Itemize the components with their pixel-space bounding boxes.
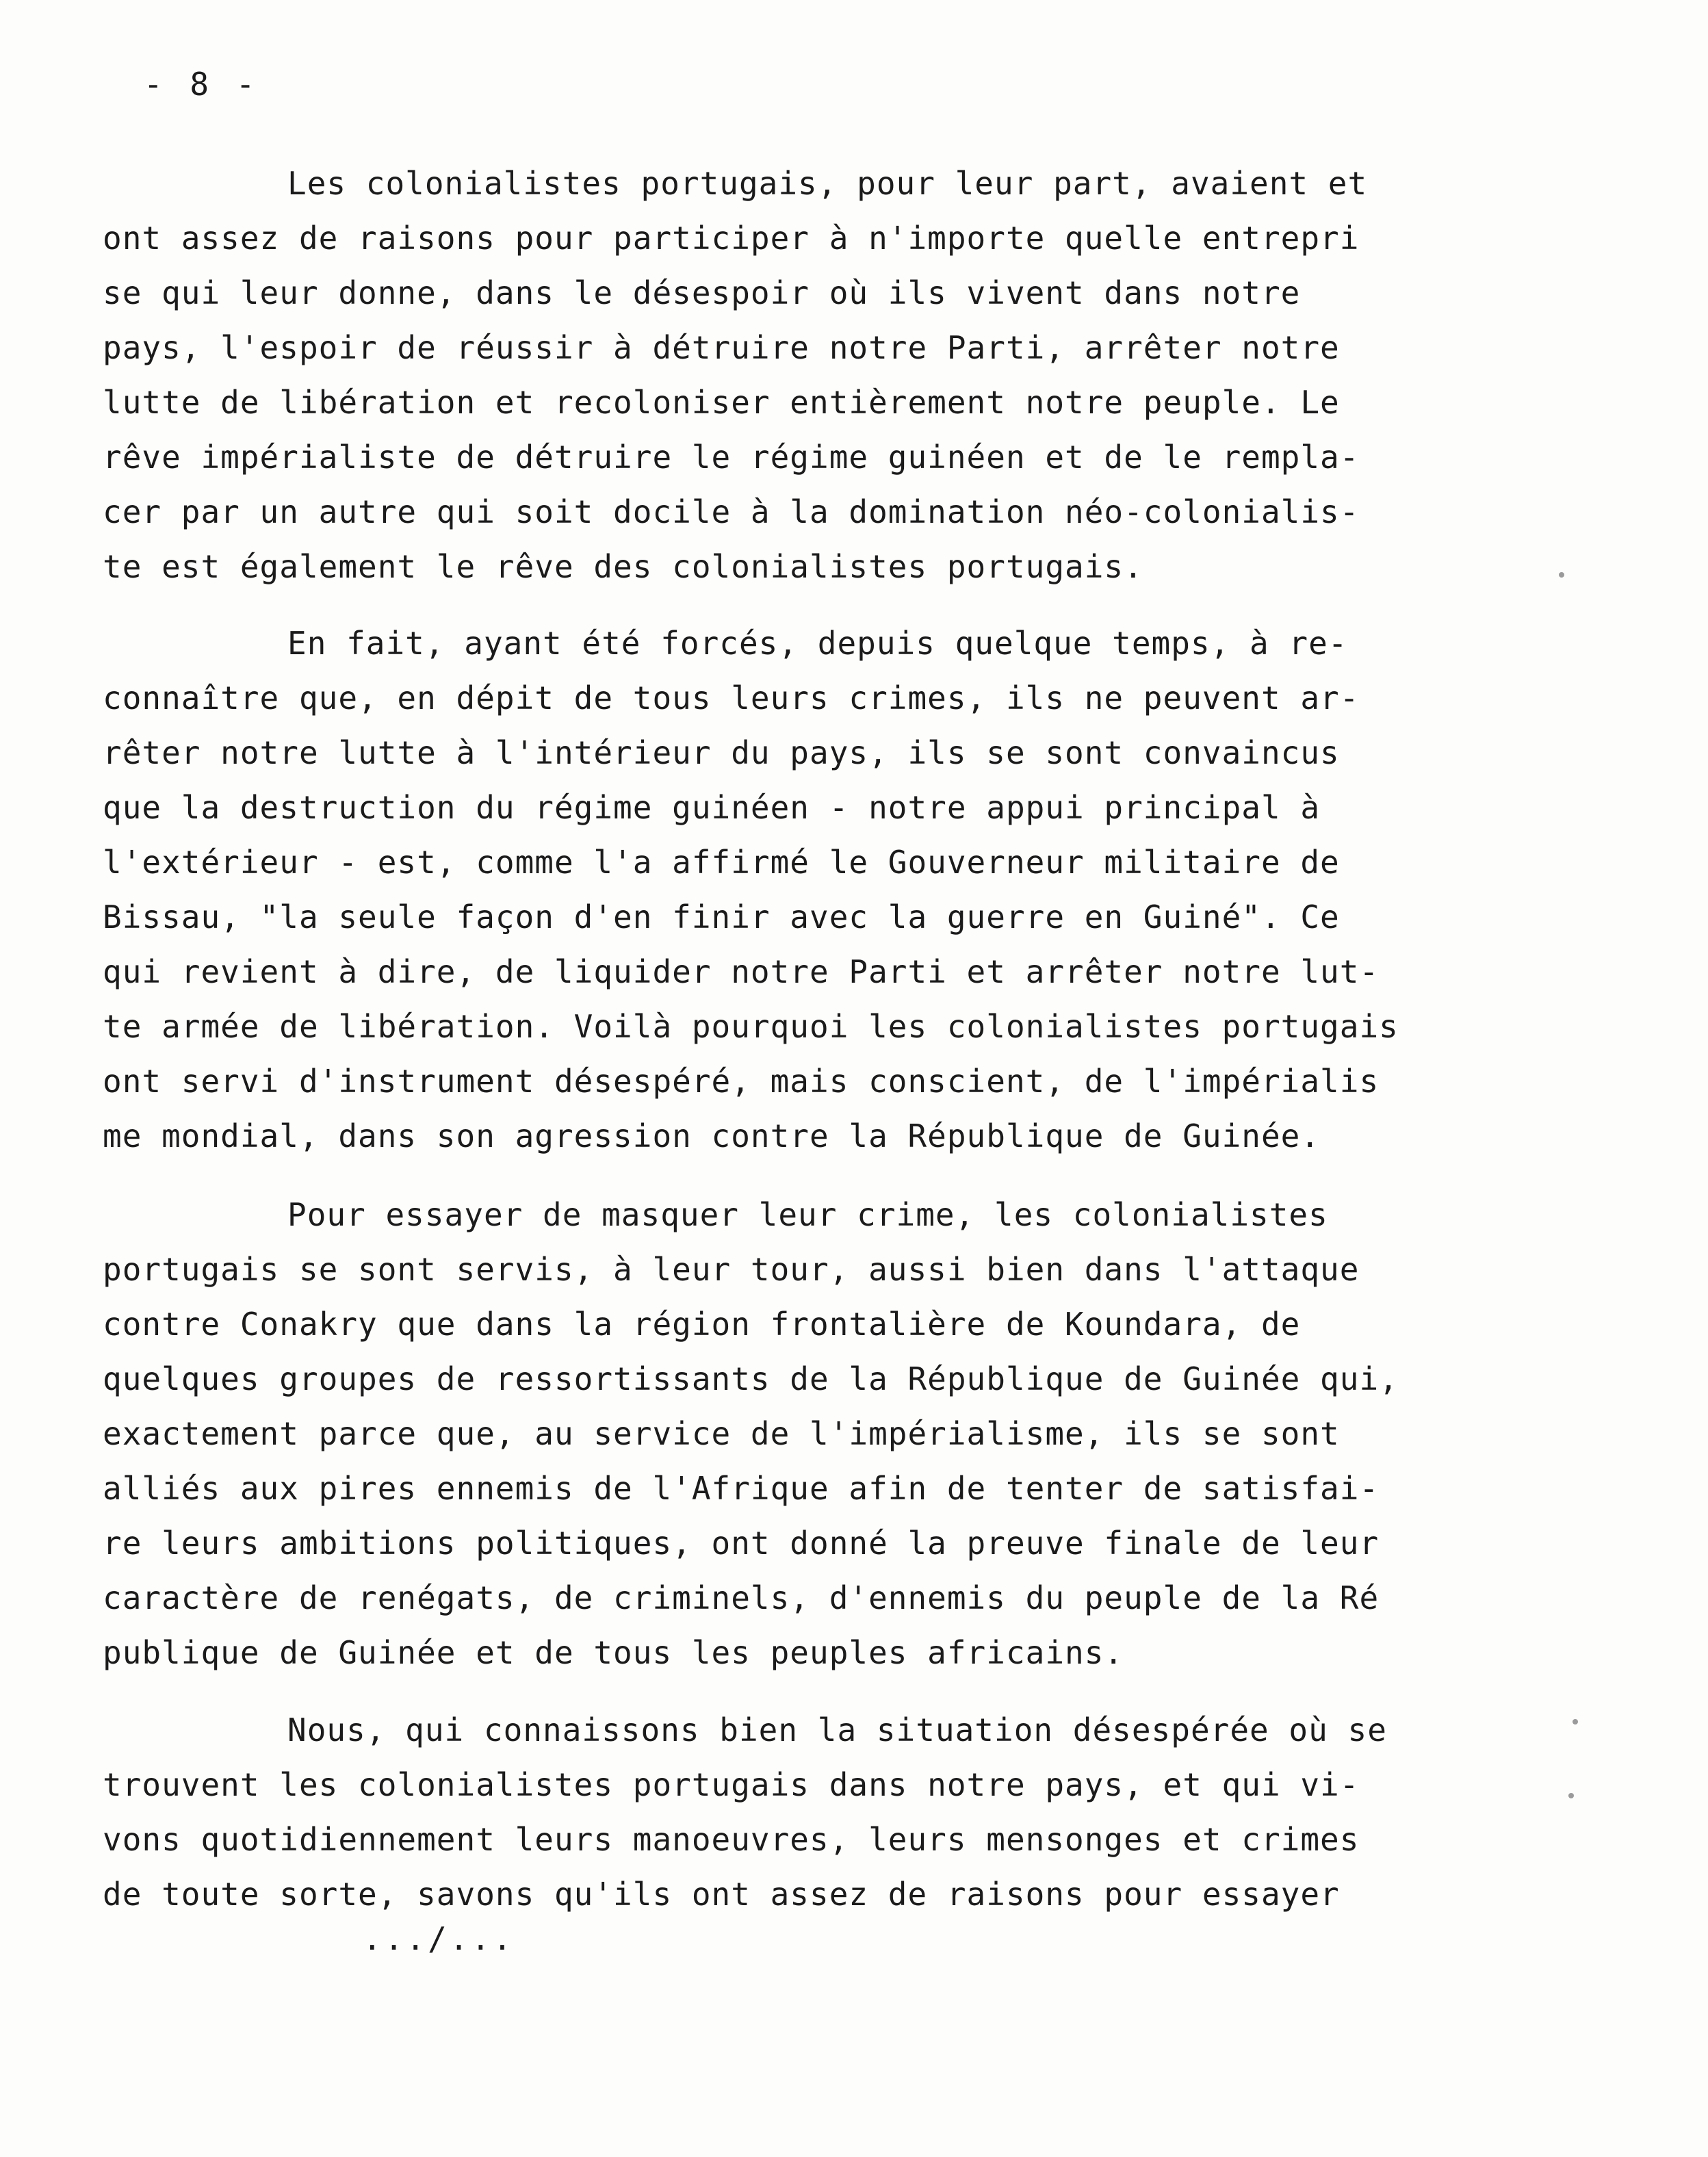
text-line: En fait, ayant été forcés, depuis quelque temps, à re- [287, 625, 1348, 662]
text-line: de toute sorte, savons qu'ils ont assez de raisons pour essayer [103, 1876, 1340, 1913]
text-line: vons quotidiennement leurs manoeuvres, leurs mensonges et crimes [103, 1821, 1360, 1858]
text-line: lutte de libération et recoloniser entièrement notre peuple. Le [103, 384, 1340, 421]
text-line: Les colonialistes portugais, pour leur part, avaient et [287, 165, 1368, 202]
text-line: cer par un autre qui soit docile à la domination néo-colonialis- [103, 493, 1360, 530]
text-line: ont assez de raisons pour participer à n'importe quelle entrepri [103, 220, 1360, 257]
scan-speck [1573, 1719, 1578, 1725]
paragraph [103, 1703, 1471, 1922]
paragraph [103, 616, 1471, 1163]
text-line: re leurs ambitions politiques, ont donné la preuve finale de leur [103, 1525, 1380, 1562]
text-line: quelques groupes de ressortissants de la République de Guinée qui, [103, 1360, 1399, 1397]
text-line: publique de Guinée et de tous les peuples africains. [103, 1634, 1124, 1671]
paragraph [103, 1187, 1471, 1680]
text-line: l'extérieur - est, comme l'a affirmé le Gouverneur militaire de [103, 844, 1340, 881]
text-line: rêve impérialiste de détruire le régime guinéen et de le rempla- [103, 439, 1360, 476]
text-line: rêter notre lutte à l'intérieur du pays, ils se sont convaincus [103, 734, 1340, 771]
scan-speck [1559, 572, 1564, 578]
text-line: te est également le rêve des colonialistes portugais. [103, 548, 1143, 585]
text-line: te armée de libération. Voilà pourquoi les colonialistes portugais [103, 1008, 1399, 1045]
text-line: Bissau, "la seule façon d'en finir avec la guerre en Guiné". Ce [103, 899, 1340, 935]
text-line: contre Conakry que dans la région frontalière de Koundara, de [103, 1306, 1301, 1343]
text-line: trouvent les colonialistes portugais dans notre pays, et qui vi- [103, 1766, 1360, 1803]
text-line: portugais se sont servis, à leur tour, aussi bien dans l'attaque [103, 1251, 1360, 1288]
text-line: Pour essayer de masquer leur crime, les colonialistes [287, 1196, 1328, 1233]
text-line: caractère de renégats, de criminels, d'ennemis du peuple de la Ré [103, 1579, 1380, 1616]
text-line: se qui leur donne, dans le désespoir où ils vivent dans notre [103, 274, 1301, 311]
text-line: Nous, qui connaissons bien la situation désespérée où se [287, 1712, 1387, 1748]
text-line: alliés aux pires ennemis de l'Afrique afin de tenter de satisfai- [103, 1470, 1380, 1507]
text-line: me mondial, dans son agression contre la République de Guinée. [103, 1118, 1321, 1154]
text-line: pays, l'espoir de réussir à détruire notre Parti, arrêter notre [103, 329, 1340, 366]
scan-speck [1568, 1793, 1574, 1798]
text-line: que la destruction du régime guinéen - notre appui principal à [103, 789, 1321, 826]
continuation-mark: .../... [363, 1920, 515, 1957]
text-line: connaître que, en dépit de tous leurs crimes, ils ne peuvent ar- [103, 680, 1360, 716]
text-line: exactement parce que, au service de l'impérialisme, ils se sont [103, 1415, 1340, 1452]
text-line: ont servi d'instrument désespéré, mais conscient, de l'impérialis [103, 1063, 1380, 1100]
page-number: - 8 - [144, 66, 259, 103]
paragraph [103, 156, 1471, 594]
text-line: qui revient à dire, de liquider notre Parti et arrêter notre lut- [103, 953, 1380, 990]
